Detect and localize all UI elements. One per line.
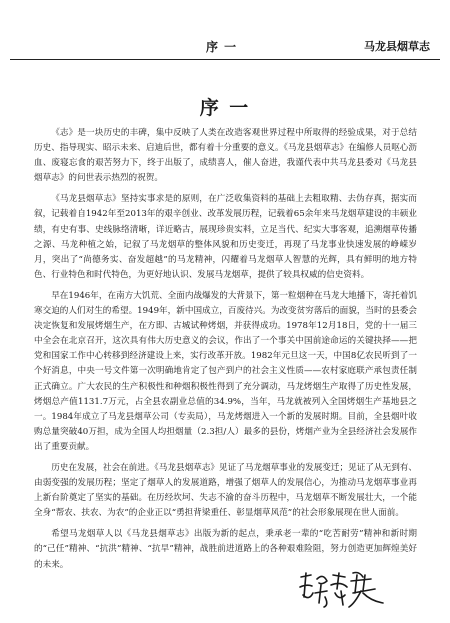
paragraph: 《马龙县烟草志》坚持实事求是的原则，在广泛收集资料的基础上去粗取精、去伪存真，据实而叙，记载着自1942年至2013年的艰辛创业、改革发展历程，记载着65余年来马龙烟草建设的丰硕业绩，有史有事、史线脉络清晰，详近略古，展现珍贵实料，立足当代、纪实大事客观，追溯烟草传播之源、马龙种植之始，记叙了马龙烟草的整体风貌和历史变迁，再现了马龙事业快速发展的峥嵘岁月，突出了“尚德务实、奋发超越”的马龙精神，闪耀着马龙烟草人智慧的光辉，具有鲜明的地方特色、行业特色和时代特色，为更好地认识、发展马龙烟草，提供了较具权威的信史资料。 (34, 194, 417, 280)
header-rule (10, 59, 440, 60)
running-head-book-title: 马龙县烟草志 (364, 40, 430, 53)
body-text (34, 126, 417, 579)
running-head-title: 序 一 (206, 40, 238, 54)
paragraph: 早在1946年，在南方大饥荒、全面内战爆发的大背景下，第一粒烟种在马龙大地播下，寄托着饥寒交迫的人们对生的希望。1949年，新中国成立，百废待兴。为改变贫穷落后的面貌，当时的县委会决定恢复和发展烤烟生产，在方即、古城试种烤烟，并获得成功。1978年12月18日，党的十一届三中全会在北京召开，这次具有伟大历史意义的会议，作出了一个事关中国前途命运的关键抉择——把党和国家工作中心转移到经济建设上来，实行改革开放。1982年元旦这一天，中国8亿农民听到了一个好消息，中央一号文件第一次明确地肯定了包产到户的社会主义性质——农村家庭联产承包责任制正式确立。广大农民的生产积极性和种烟积极性得到了充分调动，马龙烤烟生产取得了历史性发展，烤烟总产值1131.7万元，占全县农副业总值的34.9%，当年，马龙就被列入全国烤烟生产基地县之一。1984年成立了马龙县烟草公司（专卖局），马龙烤烟进入一个新的发展时期。目前，全县烟叶收购总量突破40万担，成为全国人均担烟量（2.3担/人）最多的县份，烤烟产业为全县经济社会发展作出了重要贡献。 (34, 290, 417, 452)
running-head (10, 38, 440, 58)
paragraph: 希望马龙烟草人以《马龙县烟草志》出版为新的起点，秉承老一辈的“吃苦耐劳”精神和新时期的“己任”精神、“抗洪”精神、“抗旱”精神，战胜前进道路上的各种艰难险阻，努力创造更加辉煌美好的未来。 (34, 529, 417, 570)
paragraph: 历史在发展，社会在前进。《马龙县烟草志》见证了马龙烟草事业的发展变迁；见证了从无到有、由弱变强的发展历程；坚定了烟草人的发展道路，增强了烟草人的发展信心，为推动马龙烟草事业再上新台阶奠定了坚实的基础。在历经坎坷、失志不渝的奋斗历程中，马龙烟草不断发展壮大，一个能全身“帮农、扶农、为农”的企业正以“勇担背梁重任、彰显烟草风范”的社会形象展现在世人面前。 (34, 462, 417, 519)
paragraph: 《志》是一块历史的丰碑，集中反映了人类在改造客观世界过程中所取得的经验成果，对于总结历史、指导现实、昭示未来、启迪后世，都有着十分重要的意义。《马龙县烟草志》在编修人员呕心沥血、废寝忘食的艰苦努力下，终于出版了，成绩喜人，催人奋进，我谨代表中共马龙县委对《马龙县烟草志》的问世表示热烈的祝贺。 (34, 128, 417, 184)
page-title: 序 一 (199, 97, 251, 119)
handwritten-signature (297, 567, 389, 609)
